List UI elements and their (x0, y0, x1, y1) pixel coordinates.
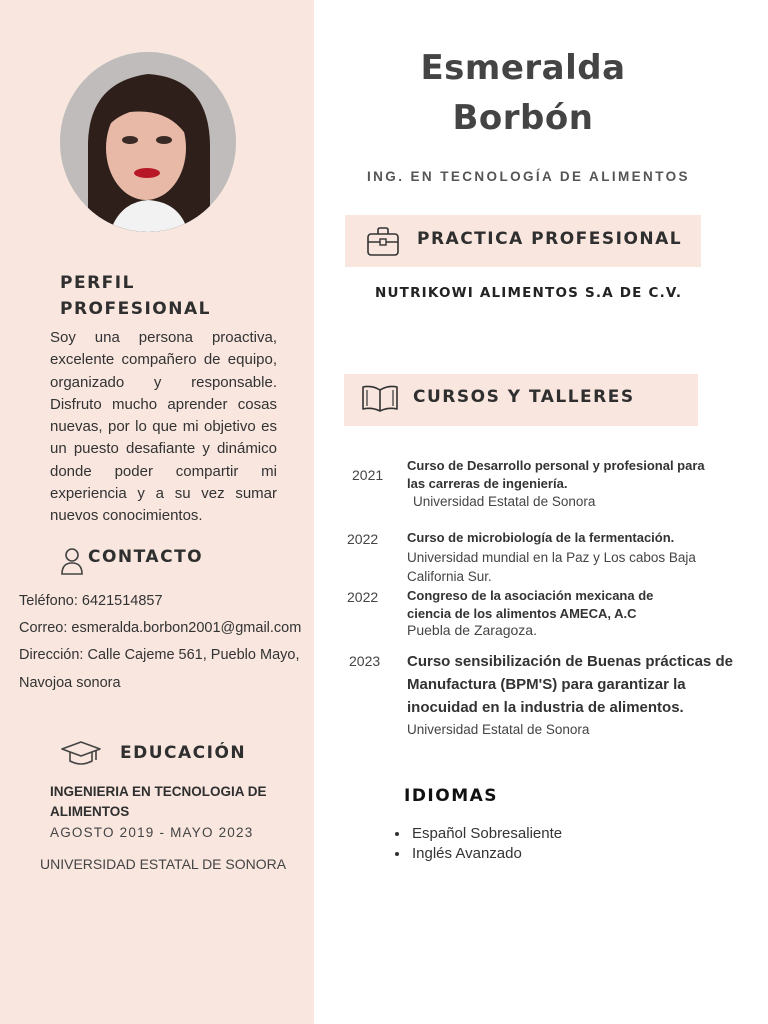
contact-phone: Teléfono: 6421514857 (19, 593, 163, 609)
course-year: 2022 (347, 531, 379, 547)
contact-heading: CONTACTO (88, 547, 204, 567)
course-year: 2023 (349, 653, 381, 669)
name-last: Borbón (452, 98, 594, 138)
person-icon (60, 546, 84, 581)
practice-heading: PRACTICA PROFESIONAL (417, 229, 683, 249)
contact-address-line1: Dirección: Calle Cajeme 561, Pueblo Mayo, (19, 647, 300, 663)
courses-heading: CURSOS Y TALLERES (413, 387, 635, 407)
language-item: • Inglés Avanzado (410, 845, 562, 862)
languages-heading: IDIOMAS (404, 786, 499, 806)
course-year: 2022 (347, 589, 379, 605)
course-title: Congreso de la asociación mexicana de ciencia de los alimentos AMECA, A.C (407, 588, 654, 621)
languages-list (392, 825, 562, 865)
course-title: Curso de Desarrollo personal y profesional para las carreras de ingeniería. (407, 458, 705, 491)
profile-heading-line2: PROFESIONAL (60, 299, 211, 319)
profile-text: Soy una persona proactiva, excelente compañero de equipo, organizado y responsable. Disfruto mucho aprender cosas nuevas, por lo que mi objetivo es un puesto desafiante y dinámico donde poder compartir mi experiencia y a su vez sumar nuevos conocimientos. (50, 329, 277, 525)
course-institution: Universidad mundial en la Paz y Los cabos Baja California Sur. (407, 550, 696, 584)
course-institution: Universidad Estatal de Sonora (413, 494, 596, 509)
profile-heading (60, 270, 211, 322)
education-school: UNIVERSIDAD ESTATAL DE SONORA (40, 856, 287, 872)
practice-company: NUTRIKOWI ALIMENTOS S.A DE C.V. (375, 285, 683, 301)
education-degree: INGENIERIA EN TECNOLOGIA DE ALIMENTOS (50, 784, 267, 819)
profile-heading-line1: PERFIL (60, 273, 135, 293)
course-title: Curso de microbiología de la fermentación. (407, 530, 675, 545)
language-item: • Español Sobresaliente (410, 825, 562, 842)
contact-email[interactable]: Correo: esmeralda.borbon2001@gmail.com (19, 620, 302, 636)
course-institution: Universidad Estatal de Sonora (407, 722, 590, 737)
briefcase-icon (366, 226, 400, 263)
graduation-cap-icon (60, 740, 102, 773)
education-heading: EDUCACIÓN (120, 743, 247, 763)
course-year: 2021 (352, 467, 384, 483)
name-first: Esmeralda (420, 48, 626, 88)
education-dates: AGOSTO 2019 - MAYO 2023 (50, 825, 254, 840)
profession-title: ING. EN TECNOLOGÍA DE ALIMENTOS (367, 169, 690, 184)
contact-address-line2: Navojoa sonora (19, 675, 121, 691)
course-institution: Puebla de Zaragoza. (407, 622, 537, 638)
profile-photo (60, 52, 236, 232)
course-title: Curso sensibilización de Buenas prácticas de Manufactura (BPM'S) para garantizar la inocuidad en la industria de alimentos. (407, 653, 733, 716)
open-book-icon (360, 384, 400, 419)
